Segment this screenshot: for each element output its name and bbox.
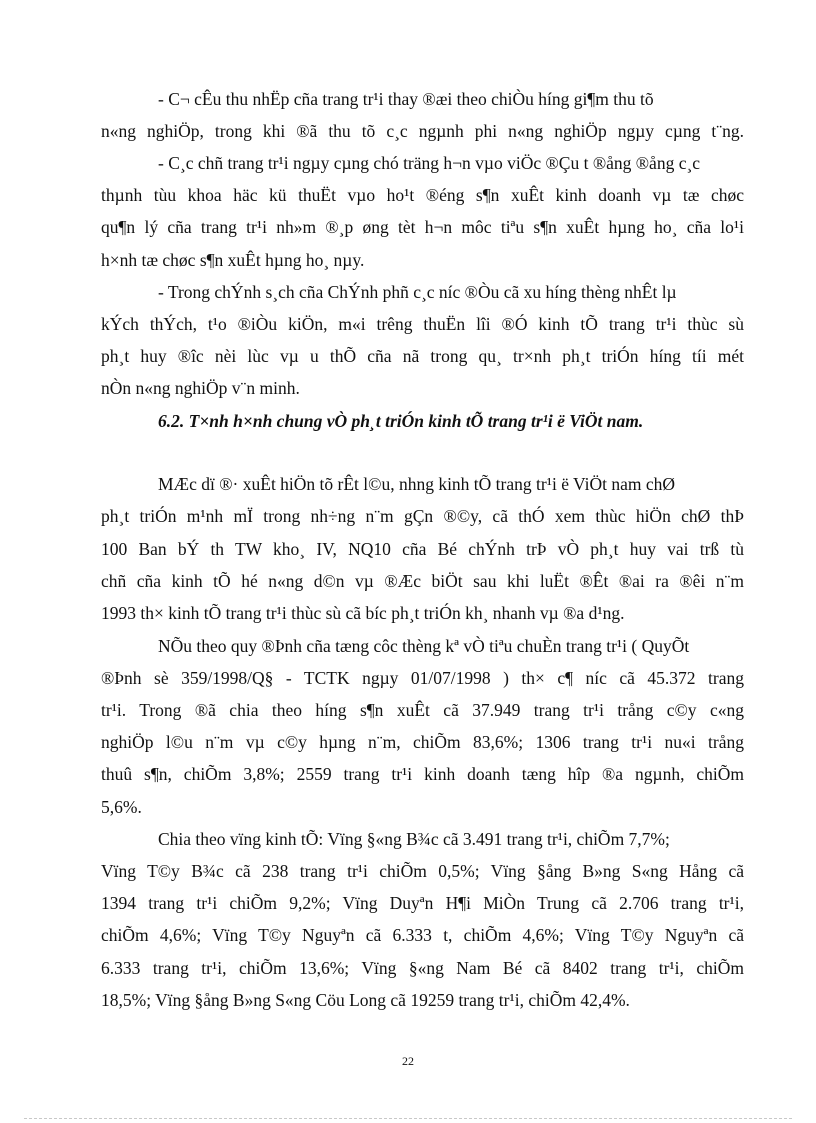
page-bottom-divider	[24, 1118, 792, 1119]
section-heading: 6.2. T×nh h×nh chung vÒ ph¸t triÓn kinh tÕ trang tr¹i ë ViÖt nam.	[158, 411, 644, 431]
paragraph-line: n«ng nghiÖp, trong khi ®ã thu tõ c¸c ngµnh phi n«ng nghiÖp ngµy cµng t¨ng.	[101, 121, 744, 141]
paragraph-line: 6.333 trang tr¹i, chiÕm 13,6%; Vïng §«ng Nam Bé cã 8402 trang tr¹i, chiÕm	[101, 958, 744, 978]
paragraph-line: chñ cña kinh tÕ hé n«ng d©n vµ ®Æc biÖt sau khi luËt ®Êt ®ai ra ®êi n¨m	[101, 571, 744, 591]
paragraph-line: Vïng T©y B¾c cã 238 trang tr¹i chiÕm 0,5%; Vïng §ång B»ng S«ng Hång cã	[101, 861, 744, 881]
paragraph-line: 1993 th× kinh tÕ trang tr¹i thùc sù cã bíc ph¸t triÓn kh¸ nhanh vµ ®a d¹ng.	[101, 603, 625, 623]
paragraph-line: - Trong chÝnh s¸ch cña ChÝnh phñ c¸c níc ®Òu cã xu híng thèng nhÊt lµ	[158, 282, 677, 302]
paragraph-line: - C¬ cÊu thu nhËp cña trang tr¹i thay ®æi theo chiÒu híng gi¶m thu tõ	[158, 89, 654, 109]
paragraph-line: qu¶n lý cña trang tr¹i nh»m ®¸p øng tèt h¬n môc tiªu s¶n xuÊt hµng ho¸ cña lo¹i	[101, 217, 744, 237]
page-number: 22	[402, 1054, 414, 1068]
paragraph-line: MÆc dï ®· xuÊt hiÖn tõ rÊt l©u, nhng kinh tÕ trang tr¹i ë ViÖt nam chØ	[158, 474, 676, 494]
paragraph-line: thuû s¶n, chiÕm 3,8%; 2559 trang tr¹i kinh doanh tæng hîp ®a ngµnh, chiÕm	[101, 764, 744, 784]
paragraph-line: nghiÖp l©u n¨m vµ c©y hµng n¨m, chiÕm 83,6%; 1306 trang tr¹i nu«i trång	[101, 732, 744, 752]
paragraph-line: ph¸t triÓn m¹nh mÏ trong nh÷ng n¨m gÇn ®©y, cã thÓ xem thùc hiÖn chØ thÞ	[101, 506, 744, 526]
paragraph-line: nÒn n«ng nghiÖp v¨n minh.	[101, 378, 300, 398]
paragraph-line: tr¹i. Trong ®ã chia theo híng s¶n xuÊt cã 37.949 trang tr¹i trång c©y c«ng	[101, 700, 744, 720]
paragraph-line: chiÕm 4,6%; Vïng T©y Nguyªn cã 6.333 t, chiÕm 4,6%; Vïng T©y Nguyªn cã	[101, 925, 744, 945]
paragraph-line: thµnh tùu khoa häc kü thuËt vµo ho¹t ®éng s¶n xuÊt kinh doanh vµ tæ chøc	[101, 185, 744, 205]
paragraph-line: ph¸t huy ®îc nèi lùc vµ u thÕ cña nã trong qu¸ tr×nh ph¸t triÓn híng tíi mét	[101, 346, 744, 366]
paragraph-line: 5,6%.	[101, 797, 142, 817]
paragraph-line: 1394 trang tr¹i chiÕm 9,2%; Vïng Duyªn H¶i MiÒn Trung cã 2.706 trang tr¹i,	[101, 893, 744, 913]
paragraph-line: 100 Ban bÝ th TW kho¸ IV, NQ10 cña Bé chÝnh trÞ vÒ ph¸t huy vai trß tù	[101, 539, 744, 559]
paragraph-line: kÝch thÝch, t¹o ®iÒu kiÖn, m«i trêng thuËn lîi ®Ó kinh tÕ trang tr¹i thùc sù	[101, 314, 744, 334]
paragraph-line: ®Þnh sè 359/1998/Q§ - TCTK ngµy 01/07/1998 ) th× c¶ níc cã 45.372 trang	[101, 668, 744, 688]
paragraph-line: h×nh tæ chøc s¶n xuÊt hµng ho¸ nµy.	[101, 250, 365, 270]
paragraph-line: NÕu theo quy ®Þnh cña tæng côc thèng kª vÒ tiªu chuÈn trang tr¹i ( QuyÕt	[158, 636, 690, 656]
paragraph-line: - C¸c chñ trang tr¹i ngµy cµng chó träng h¬n vµo viÖc ®Çu t ®ång ®ång c¸c	[158, 153, 701, 173]
paragraph-line: 18,5%; Vïng §ång B»ng S«ng Cöu Long cã 19259 trang tr¹i, chiÕm 42,4%.	[101, 990, 630, 1010]
paragraph-line: Chia theo vïng kinh tÕ: Vïng §«ng B¾c cã 3.491 trang tr¹i, chiÕm 7,7%;	[158, 829, 670, 849]
